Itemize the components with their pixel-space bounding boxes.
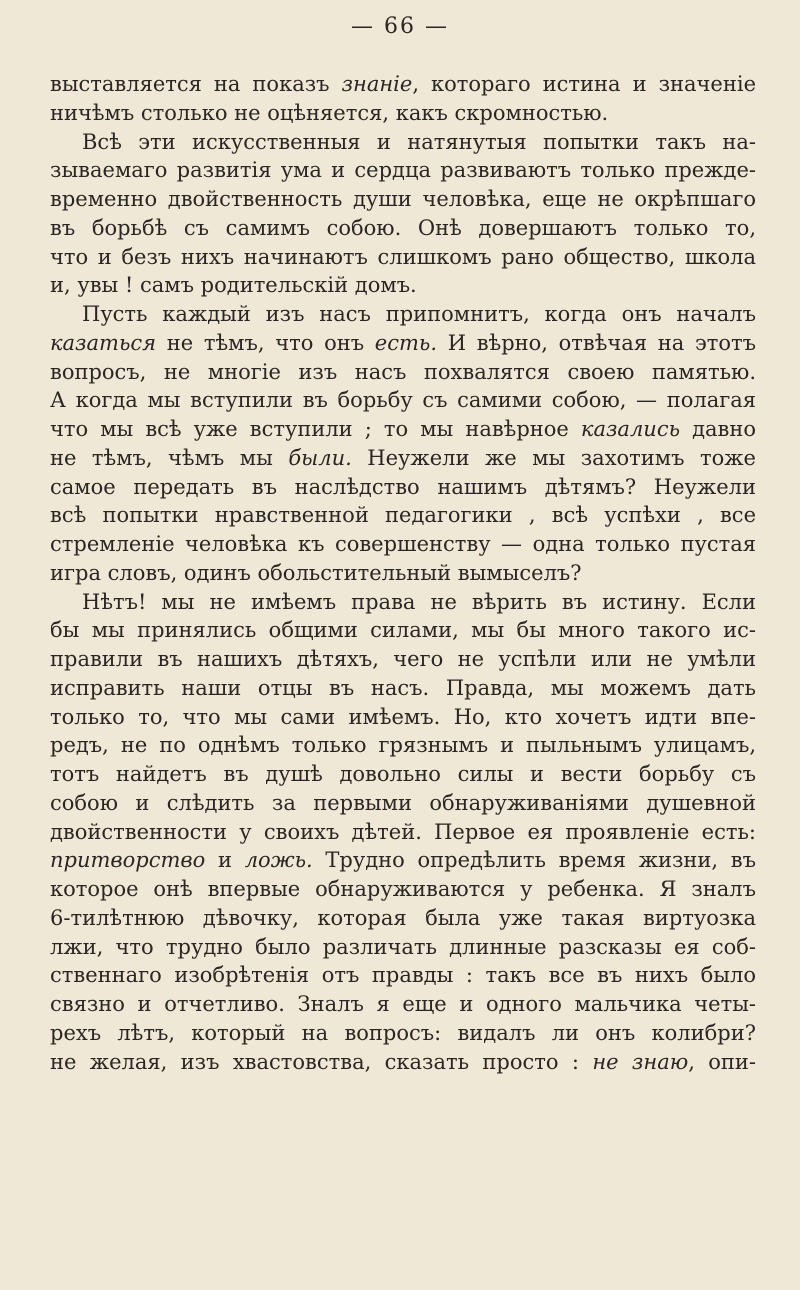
text-segment: А когда мы вступили въ борьбу съ самими собою, — полагая — [50, 388, 756, 413]
text-segment: вопросъ, не многіе изъ насъ похвалятся своею памятью. — [50, 359, 756, 384]
text-segment: зываемаго развитія ума и сердца развиваютъ только прежде- — [50, 158, 756, 183]
text-line — [50, 156, 756, 185]
text-line — [50, 214, 756, 243]
text-segment: только то, что мы сами имѣемъ. Но, кто хочетъ идти впе- — [50, 704, 756, 729]
text-line — [50, 846, 756, 875]
emphasized-word: есть. — [374, 330, 437, 355]
text-segment: бы мы принялись общими силами, мы бы много такого ис- — [50, 618, 756, 643]
text-segment: и, увы ! самъ родительскій домъ. — [50, 273, 417, 298]
page-number: — 66 — — [351, 14, 449, 39]
text-line — [50, 731, 756, 760]
text-segment: , опи- — [688, 1049, 756, 1074]
text-segment: правили въ нашихъ дѣтяхъ, чего не успѣли или не умѣли — [50, 647, 756, 671]
text-line — [50, 1048, 756, 1077]
text-line — [50, 875, 756, 904]
emphasized-word: казались — [580, 417, 681, 441]
text-segment: всѣ попытки нравственной педагогики , всѣ успѣхи , все — [50, 503, 756, 528]
text-segment: стремленіе человѣка къ совершенству — одна только пустая — [50, 532, 756, 556]
text-segment: , котораго истина и значеніе — [412, 72, 756, 96]
text-segment: выставляется на показъ — [50, 72, 342, 96]
text-segment: давно — [680, 417, 757, 441]
text-segment: которое онѣ впервые обнаруживаются у ребенка. Я зналъ — [50, 877, 756, 901]
text-line — [50, 473, 756, 502]
text-line — [50, 961, 756, 990]
emphasized-word: притворство — [50, 848, 206, 873]
text-line — [50, 358, 756, 387]
text-segment: исправить наши отцы въ насъ. Правда, мы можемъ дать — [50, 675, 756, 700]
text-line — [50, 444, 756, 473]
text-segment: не тѣмъ, что онъ — [156, 330, 375, 355]
text-segment: въ борьбѣ съ самимъ собою. Онѣ довершаютъ только то, — [50, 215, 756, 240]
text-segment: что мы всѣ уже вступили ; то мы навѣрное — [50, 417, 581, 441]
text-line — [50, 703, 756, 732]
text-segment: временно двойственность души человѣка, еще не окрѣпшаго — [50, 187, 756, 211]
text-line — [50, 760, 756, 789]
body-text — [50, 70, 756, 1076]
text-segment: рехъ лѣтъ, который на вопросъ: видалъ ли онъ колибри? — [50, 1020, 756, 1045]
text-line — [50, 933, 756, 962]
text-line — [50, 271, 756, 300]
text-line — [50, 386, 756, 415]
text-line — [50, 501, 756, 530]
text-line — [50, 588, 756, 617]
text-segment: Пусть каждый изъ насъ припомнитъ, когда онъ началъ — [82, 302, 756, 326]
text-segment: что и безъ нихъ начинаютъ слишкомъ рано общество, школа — [50, 244, 756, 269]
text-line — [50, 243, 756, 272]
text-segment: игра словъ, одинъ обольстительный вымыселъ? — [50, 560, 582, 585]
text-line — [50, 329, 756, 358]
text-line — [50, 990, 756, 1019]
text-line — [50, 128, 756, 157]
text-segment: Трудно опредѣлить время жизни, въ — [312, 848, 756, 873]
text-segment: 6-тилѣтнюю дѣвочку, которая была уже такая виртуозка — [50, 905, 756, 930]
emphasized-word: ложь. — [244, 848, 313, 873]
text-segment: двойственности у своихъ дѣтей. Первое ея проявленіе есть: — [50, 819, 756, 844]
text-segment: лжи, что трудно было различать длинные разсказы ея соб- — [50, 934, 756, 959]
text-line — [50, 530, 756, 559]
text-line — [50, 300, 756, 329]
text-line — [50, 904, 756, 933]
text-line — [50, 99, 756, 128]
text-segment: Всѣ эти искусственныя и натянутыя попытки такъ на- — [82, 129, 756, 154]
text-segment: не желая, изъ хвастовства, сказать просто : — [50, 1049, 593, 1074]
text-segment: и — [205, 848, 245, 873]
text-line — [50, 185, 756, 214]
text-segment: И вѣрно, отвѣчая на этотъ — [437, 330, 756, 355]
text-segment: ничѣмъ столько не оцѣняется, какъ скромностью. — [50, 100, 609, 125]
text-line — [50, 789, 756, 818]
text-line — [50, 70, 756, 99]
text-segment: ственнаго изобрѣтенія отъ правды : такъ все въ нихъ было — [50, 963, 756, 988]
text-segment: Нѣтъ! мы не имѣемъ права не вѣрить въ истину. Если — [82, 589, 756, 614]
text-segment: не тѣмъ, чѣмъ мы — [50, 445, 289, 470]
emphasized-word: казаться — [50, 330, 157, 355]
text-segment: связно и отчетливо. Зналъ я еще и одного мальчика четы- — [50, 992, 756, 1016]
emphasized-word: были. — [288, 445, 352, 470]
emphasized-word: не знаю — [592, 1049, 689, 1074]
text-segment: тотъ найдетъ въ душѣ довольно силы и вести борьбу съ — [50, 762, 756, 786]
text-line — [50, 559, 756, 588]
text-segment: самое передать въ наслѣдство нашимъ дѣтямъ? Неужели — [50, 474, 756, 499]
text-line — [50, 415, 756, 444]
text-segment: редъ, не по однѣмъ только грязнымъ и пыльнымъ улицамъ, — [50, 733, 756, 758]
text-line — [50, 818, 756, 847]
text-line — [50, 616, 756, 645]
text-line — [50, 645, 756, 674]
text-segment: собою и слѣдить за первыми обнаруживаніями душевной — [50, 790, 756, 815]
emphasized-word: знаніе — [341, 72, 413, 96]
text-line — [50, 674, 756, 703]
text-segment: Неужели же мы захотимъ тоже — [351, 445, 756, 470]
text-line — [50, 1019, 756, 1048]
